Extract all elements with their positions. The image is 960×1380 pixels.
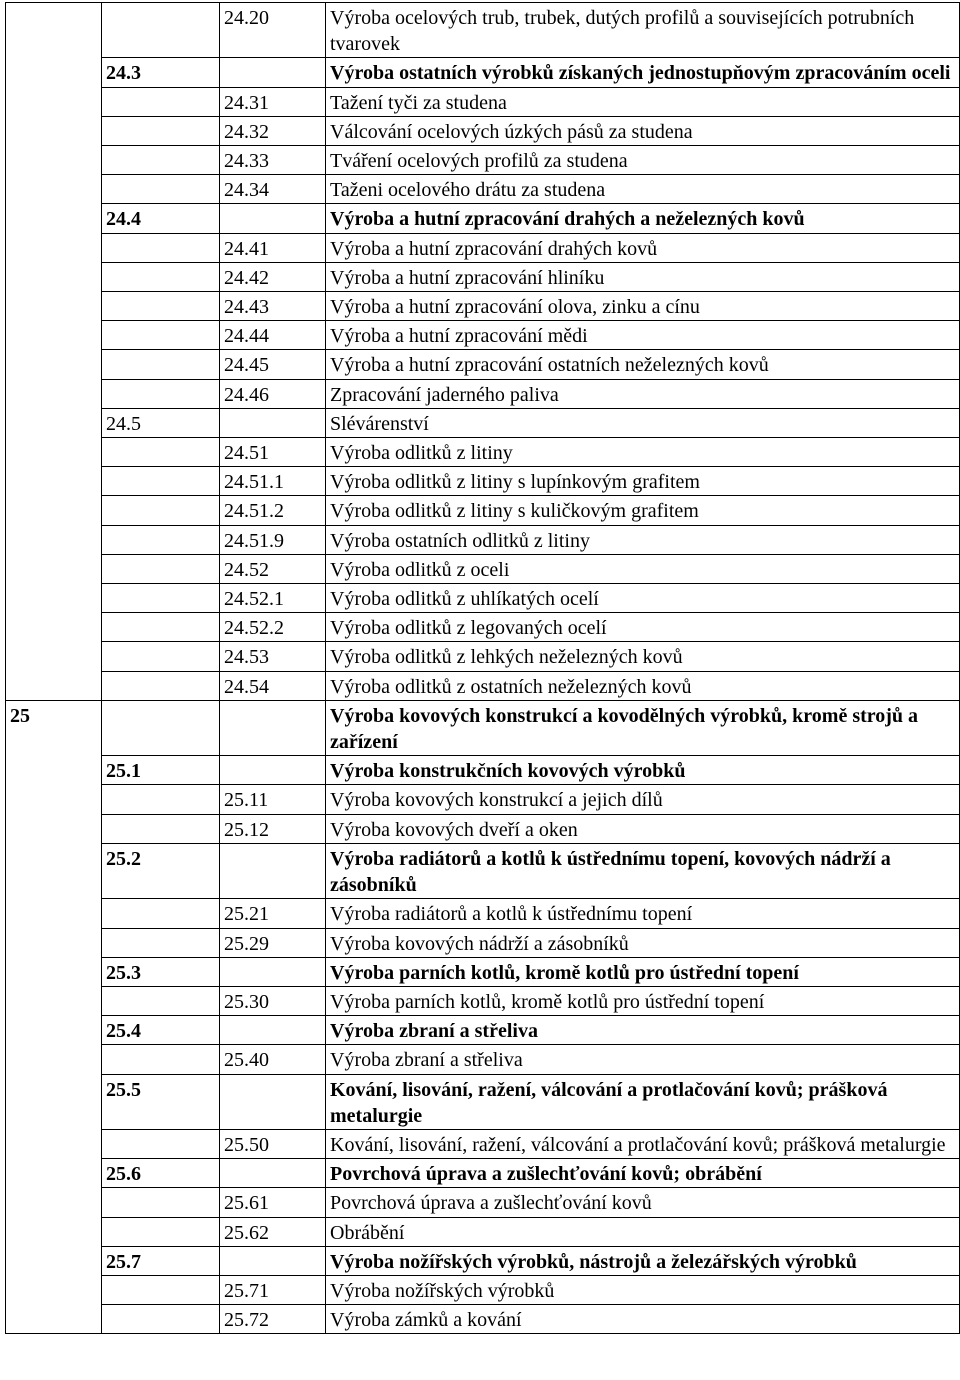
class-code: 25.12 <box>220 814 326 843</box>
group-code: 25.2 <box>102 843 220 898</box>
group-description: Povrchová úprava a zušlechťování kovů; obrábění <box>326 1159 960 1188</box>
empty-cell <box>102 1305 220 1334</box>
empty-cell <box>102 321 220 350</box>
subclass-code: 24.52.2 <box>220 613 326 642</box>
empty-cell <box>102 1045 220 1074</box>
class-description: Výroba a hutní zpracování ostatních neželezných kovů <box>326 350 960 379</box>
class-code: 25.62 <box>220 1217 326 1246</box>
group-description: Výroba parních kotlů, kromě kotlů pro ústřední topení <box>326 957 960 986</box>
table-row <box>6 1045 960 1074</box>
empty-cell <box>102 785 220 814</box>
table-row <box>6 467 960 496</box>
class-description: Výroba zbraní a střeliva <box>326 1045 960 1074</box>
table-row <box>6 986 960 1015</box>
group-code: 25.3 <box>102 957 220 986</box>
class-code: 24.45 <box>220 350 326 379</box>
empty-cell <box>102 1188 220 1217</box>
subclass-code: 24.51.9 <box>220 525 326 554</box>
empty-cell <box>102 1217 220 1246</box>
group-code: 24.5 <box>102 408 220 437</box>
group-description: Výroba konstrukčních kovových výrobků <box>326 756 960 785</box>
empty-cell <box>220 204 326 233</box>
division-heading-row <box>6 700 960 755</box>
class-code: 24.51 <box>220 438 326 467</box>
class-description: Výroba kovových nádrží a zásobníků <box>326 928 960 957</box>
class-description: Výroba ostatních odlitků z litiny <box>326 525 960 554</box>
group-description: Výroba nožířských výrobků, nástrojů a železářských výrobků <box>326 1246 960 1275</box>
class-code: 25.29 <box>220 928 326 957</box>
class-code: 24.31 <box>220 87 326 116</box>
class-code: 24.33 <box>220 146 326 175</box>
table-row <box>6 438 960 467</box>
class-code: 24.42 <box>220 262 326 291</box>
table-row <box>6 814 960 843</box>
division-code: 25 <box>6 700 102 1333</box>
table-row <box>6 1217 960 1246</box>
class-description: Výroba kovových dveří a oken <box>326 814 960 843</box>
empty-cell <box>102 496 220 525</box>
group-description: Slévárenství <box>326 408 960 437</box>
table-row <box>6 116 960 145</box>
table-row <box>6 613 960 642</box>
table-row <box>6 87 960 116</box>
group-description: Výroba ostatních výrobků získaných jednostupňovým zpracováním oceli <box>326 58 960 87</box>
class-description: Výroba zámků a kování <box>326 1305 960 1334</box>
table-row <box>6 928 960 957</box>
class-code: 24.32 <box>220 116 326 145</box>
empty-cell <box>102 350 220 379</box>
class-description: Výroba odlitků z oceli <box>326 554 960 583</box>
classification-table <box>5 2 960 1334</box>
class-description: Zpracování jaderného paliva <box>326 379 960 408</box>
class-description: Výroba odlitků z uhlíkatých ocelí <box>326 584 960 613</box>
classification-table-body <box>6 3 960 1334</box>
table-row <box>6 379 960 408</box>
class-code: 24.46 <box>220 379 326 408</box>
empty-cell <box>102 899 220 928</box>
empty-cell <box>102 584 220 613</box>
empty-cell <box>102 116 220 145</box>
table-row <box>6 1129 960 1158</box>
class-code: 24.54 <box>220 671 326 700</box>
table-row <box>6 408 960 437</box>
class-description: Taženi ocelového drátu za studena <box>326 175 960 204</box>
table-row <box>6 843 960 898</box>
class-description: Povrchová úprava a zušlechťování kovů <box>326 1188 960 1217</box>
class-code: 24.34 <box>220 175 326 204</box>
table-row <box>6 58 960 87</box>
table-row <box>6 146 960 175</box>
class-description: Výroba nožířských výrobků <box>326 1275 960 1304</box>
empty-cell <box>102 1129 220 1158</box>
class-code: 24.53 <box>220 642 326 671</box>
table-row <box>6 262 960 291</box>
class-description: Výroba a hutní zpracování mědi <box>326 321 960 350</box>
class-description: Výroba odlitků z litiny s kuličkovým grafitem <box>326 496 960 525</box>
class-description: Výroba odlitků z lehkých neželezných kovů <box>326 642 960 671</box>
class-description: Výroba a hutní zpracování drahých kovů <box>326 233 960 262</box>
table-row <box>6 350 960 379</box>
class-code: 25.30 <box>220 986 326 1015</box>
table-row <box>6 957 960 986</box>
division-cell-empty <box>6 3 102 701</box>
table-row <box>6 496 960 525</box>
class-code: 24.52 <box>220 554 326 583</box>
class-code: 24.41 <box>220 233 326 262</box>
table-row <box>6 899 960 928</box>
empty-cell <box>220 1246 326 1275</box>
subclass-code: 24.51.1 <box>220 467 326 496</box>
table-row <box>6 233 960 262</box>
class-description: Výroba odlitků z ostatních neželezných kovů <box>326 671 960 700</box>
table-row <box>6 785 960 814</box>
table-row <box>6 1275 960 1304</box>
empty-cell <box>102 642 220 671</box>
group-description: Výroba zbraní a střeliva <box>326 1016 960 1045</box>
table-row <box>6 1305 960 1334</box>
empty-cell <box>102 467 220 496</box>
empty-cell <box>220 1159 326 1188</box>
subclass-code: 24.52.1 <box>220 584 326 613</box>
empty-cell <box>102 814 220 843</box>
class-description: Tváření ocelových profilů za studena <box>326 146 960 175</box>
group-code: 24.4 <box>102 204 220 233</box>
class-description: Válcování ocelových úzkých pásů za studena <box>326 116 960 145</box>
class-code: 24.44 <box>220 321 326 350</box>
empty-cell <box>102 525 220 554</box>
empty-cell <box>102 986 220 1015</box>
class-code: 25.72 <box>220 1305 326 1334</box>
table-row <box>6 1016 960 1045</box>
empty-cell <box>102 87 220 116</box>
group-code: 25.7 <box>102 1246 220 1275</box>
empty-cell <box>220 843 326 898</box>
group-code: 25.1 <box>102 756 220 785</box>
empty-cell <box>102 671 220 700</box>
subclass-code: 24.51.2 <box>220 496 326 525</box>
class-code: 25.61 <box>220 1188 326 1217</box>
table-row <box>6 1188 960 1217</box>
empty-cell <box>102 438 220 467</box>
table-row <box>6 3 960 58</box>
class-description: Výroba a hutní zpracování hliníku <box>326 262 960 291</box>
table-row <box>6 671 960 700</box>
empty-cell <box>102 1275 220 1304</box>
table-row <box>6 554 960 583</box>
group-description: Výroba a hutní zpracování drahých a neželezných kovů <box>326 204 960 233</box>
empty-cell <box>102 233 220 262</box>
empty-cell <box>220 408 326 437</box>
empty-cell <box>102 928 220 957</box>
empty-cell <box>102 175 220 204</box>
empty-cell <box>102 554 220 583</box>
class-code: 25.50 <box>220 1129 326 1158</box>
class-description: Výroba odlitků z legovaných ocelí <box>326 613 960 642</box>
class-description: Výroba ocelových trub, trubek, dutých profilů a souvisejících potrubních tvarovek <box>326 3 960 58</box>
table-row <box>6 1159 960 1188</box>
class-code: 25.71 <box>220 1275 326 1304</box>
class-code: 25.40 <box>220 1045 326 1074</box>
empty-cell <box>102 146 220 175</box>
class-code: 24.20 <box>220 3 326 58</box>
table-row <box>6 1074 960 1129</box>
empty-cell <box>102 262 220 291</box>
empty-cell <box>220 756 326 785</box>
table-row <box>6 321 960 350</box>
group-code: 25.6 <box>102 1159 220 1188</box>
class-description: Výroba a hutní zpracování olova, zinku a cínu <box>326 292 960 321</box>
class-description: Výroba odlitků z litiny s lupínkovým grafitem <box>326 467 960 496</box>
table-row <box>6 204 960 233</box>
class-description: Tažení tyči za studena <box>326 87 960 116</box>
class-description: Výroba kovových konstrukcí a jejich dílů <box>326 785 960 814</box>
table-row <box>6 292 960 321</box>
empty-cell <box>220 58 326 87</box>
group-code: 25.5 <box>102 1074 220 1129</box>
class-description: Kování, lisování, ražení, válcování a protlačování kovů; prášková metalurgie <box>326 1129 960 1158</box>
class-description: Výroba parních kotlů, kromě kotlů pro ústřední topení <box>326 986 960 1015</box>
class-code: 25.11 <box>220 785 326 814</box>
table-row <box>6 584 960 613</box>
class-description: Výroba odlitků z litiny <box>326 438 960 467</box>
table-row <box>6 756 960 785</box>
empty-cell <box>220 700 326 755</box>
table-row <box>6 642 960 671</box>
table-row <box>6 525 960 554</box>
group-description: Výroba radiátorů a kotlů k ústřednímu topení, kovových nádrží a zásobníků <box>326 843 960 898</box>
group-description: Kování, lisování, ražení, válcování a protlačování kovů; prášková metalurgie <box>326 1074 960 1129</box>
empty-cell <box>102 292 220 321</box>
empty-cell <box>220 1074 326 1129</box>
class-code: 24.43 <box>220 292 326 321</box>
table-row <box>6 1246 960 1275</box>
empty-cell <box>102 3 220 58</box>
class-description: Výroba radiátorů a kotlů k ústřednímu topení <box>326 899 960 928</box>
empty-cell <box>102 700 220 755</box>
group-code: 24.3 <box>102 58 220 87</box>
empty-cell <box>220 1016 326 1045</box>
table-row <box>6 175 960 204</box>
division-heading: Výroba kovových konstrukcí a kovodělných výrobků, kromě strojů a zařízení <box>326 700 960 755</box>
empty-cell <box>102 613 220 642</box>
empty-cell <box>220 957 326 986</box>
group-code: 25.4 <box>102 1016 220 1045</box>
class-description: Obrábění <box>326 1217 960 1246</box>
empty-cell <box>102 379 220 408</box>
class-code: 25.21 <box>220 899 326 928</box>
